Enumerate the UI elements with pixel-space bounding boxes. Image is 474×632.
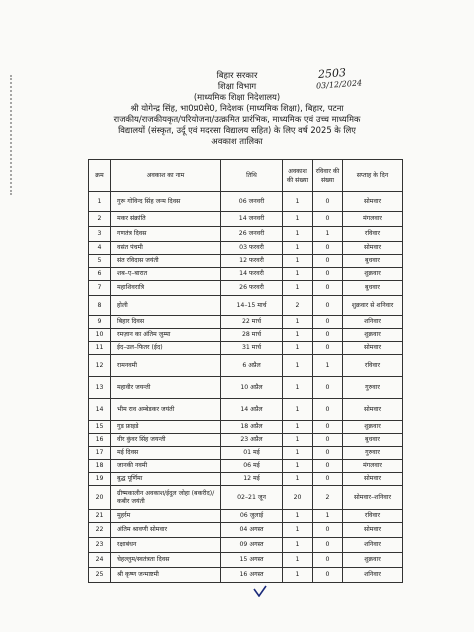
cell-sn: 17 bbox=[89, 447, 111, 460]
cell-sn: 11 bbox=[89, 342, 111, 355]
table-row bbox=[89, 377, 403, 399]
header-line-5: राजकीय/राजकीयकृत/परियोजना/उत्क्रमित प्रारंभिक, माध्यमिक एवं उच्च माध्यमिक bbox=[113, 114, 361, 124]
cell-sn: 20 bbox=[89, 486, 111, 510]
cell-date: 02–21 जून bbox=[221, 486, 283, 510]
cell-weekday: गुरुवार bbox=[343, 447, 403, 460]
cell-sn: 22 bbox=[89, 523, 111, 538]
cell-weekday: शुक्रवार bbox=[343, 329, 403, 342]
cell-sn: 7 bbox=[89, 281, 111, 296]
cell-days: 1 bbox=[283, 377, 313, 399]
cell-days: 1 bbox=[283, 329, 313, 342]
col-header-weekday: सप्ताह के दिन bbox=[343, 160, 403, 192]
cell-weekday: रविवार bbox=[343, 227, 403, 242]
cell-sn: 8 bbox=[89, 296, 111, 316]
holiday-table bbox=[88, 159, 403, 583]
cell-holiday-name: महाशिवरात्रि bbox=[111, 281, 221, 296]
cell-date: 14–15 मार्च bbox=[221, 296, 283, 316]
cell-days: 1 bbox=[283, 281, 313, 296]
cell-holiday-name: मुहर्रम bbox=[111, 510, 221, 523]
cell-date: 31 मार्च bbox=[221, 342, 283, 355]
table-row bbox=[89, 421, 403, 434]
cell-sundays: 0 bbox=[313, 538, 343, 553]
cell-sundays: 0 bbox=[313, 523, 343, 538]
cell-sundays: 0 bbox=[313, 460, 343, 473]
cell-sundays: 1 bbox=[313, 227, 343, 242]
cell-weekday: शुक्रवार bbox=[343, 268, 403, 281]
cell-sn: 6 bbox=[89, 268, 111, 281]
cell-days: 1 bbox=[283, 242, 313, 255]
cell-sundays: 0 bbox=[313, 399, 343, 421]
cell-holiday-name: बिहार दिवस bbox=[111, 316, 221, 329]
cell-weekday: बुधवार bbox=[343, 281, 403, 296]
cell-sn: 19 bbox=[89, 473, 111, 486]
table-row bbox=[89, 460, 403, 473]
col-header-date: तिथि bbox=[221, 160, 283, 192]
table-row bbox=[89, 296, 403, 316]
cell-sundays: 0 bbox=[313, 242, 343, 255]
cell-days: 1 bbox=[283, 538, 313, 553]
cell-weekday: शनिवार bbox=[343, 538, 403, 553]
cell-date: 26 फरवरी bbox=[221, 281, 283, 296]
cell-days: 1 bbox=[283, 553, 313, 568]
table-row bbox=[89, 434, 403, 447]
cell-sundays: 0 bbox=[313, 212, 343, 227]
cell-days: 1 bbox=[283, 523, 313, 538]
cell-sn: 25 bbox=[89, 568, 111, 583]
cell-weekday: शनिवार bbox=[343, 568, 403, 583]
cell-days: 1 bbox=[283, 399, 313, 421]
table-row bbox=[89, 212, 403, 227]
table-row bbox=[89, 242, 403, 255]
cell-weekday: सोमवार bbox=[343, 473, 403, 486]
cell-weekday: सोमवार bbox=[343, 342, 403, 355]
cell-holiday-name: गणतंत्र दिवस bbox=[111, 227, 221, 242]
table-row bbox=[89, 447, 403, 460]
table-row bbox=[89, 255, 403, 268]
cell-weekday: शुक्रवार से शनिवार bbox=[343, 296, 403, 316]
cell-holiday-name: ईद–उल–फितर (ईद) bbox=[111, 342, 221, 355]
cell-weekday: रविवार bbox=[343, 355, 403, 377]
cell-holiday-name: शब–ए–बारात bbox=[111, 268, 221, 281]
cell-weekday: सोमवार–शनिवार bbox=[343, 486, 403, 510]
cell-holiday-name: ग्रीष्मकालीन अवकाश/ईदुल जोहा (बकरीद)/कबीर जयंती bbox=[111, 486, 221, 510]
cell-holiday-name: गुरू गोविन्द सिंह जन्म दिवस bbox=[111, 192, 221, 212]
cell-days: 1 bbox=[283, 460, 313, 473]
table-row bbox=[89, 281, 403, 296]
table-row bbox=[89, 355, 403, 377]
cell-weekday: बुधवार bbox=[343, 255, 403, 268]
cell-holiday-name: बुद्ध पूर्णिमा bbox=[111, 473, 221, 486]
cell-date: 23 अप्रैल bbox=[221, 434, 283, 447]
col-header-sundays: रविवार की संख्या bbox=[313, 160, 343, 192]
cell-sn: 10 bbox=[89, 329, 111, 342]
cell-sn: 12 bbox=[89, 355, 111, 377]
cell-sundays: 0 bbox=[313, 342, 343, 355]
cell-sundays: 0 bbox=[313, 192, 343, 212]
header-line-3: (माध्यमिक शिक्षा निदेशालय) bbox=[193, 92, 281, 102]
cell-days: 1 bbox=[283, 227, 313, 242]
cell-date: 15 अगस्त bbox=[221, 553, 283, 568]
cell-sundays: 0 bbox=[313, 473, 343, 486]
cell-holiday-name: जानकी नवमी bbox=[111, 460, 221, 473]
cell-sn: 15 bbox=[89, 421, 111, 434]
cell-days: 1 bbox=[283, 268, 313, 281]
table-row bbox=[89, 510, 403, 523]
cell-date: 14 जनवरी bbox=[221, 212, 283, 227]
header-line-6: विद्यालयों (संस्कृत, उर्दू एवं मदरसा विद्यालय सहित) के लिए वर्ष 2025 के लिए bbox=[118, 125, 356, 135]
cell-weekday: सोमवार bbox=[343, 523, 403, 538]
cell-sn: 4 bbox=[89, 242, 111, 255]
cell-sundays: 2 bbox=[313, 486, 343, 510]
cell-sundays: 0 bbox=[313, 377, 343, 399]
cell-sn: 1 bbox=[89, 192, 111, 212]
cell-holiday-name: भीम राव अम्बेडकर जयंती bbox=[111, 399, 221, 421]
cell-sn: 2 bbox=[89, 212, 111, 227]
cell-holiday-name: रमज़ान का अंतिम जुम्मा bbox=[111, 329, 221, 342]
table-row bbox=[89, 538, 403, 553]
cell-weekday: बुधवार bbox=[343, 434, 403, 447]
col-header-name: अवकाश का नाम bbox=[111, 160, 221, 192]
table-row bbox=[89, 523, 403, 538]
cell-holiday-name: मकर संक्रांति bbox=[111, 212, 221, 227]
cell-weekday: सोमवार bbox=[343, 242, 403, 255]
cell-date: 09 अगस्त bbox=[221, 538, 283, 553]
cell-weekday: मंगलवार bbox=[343, 460, 403, 473]
table-row bbox=[89, 486, 403, 510]
cell-date: 03 फरवरी bbox=[221, 242, 283, 255]
cell-holiday-name: मई दिवस bbox=[111, 447, 221, 460]
header-line-2: शिक्षा विभाग bbox=[217, 81, 257, 91]
cell-weekday: सोमवार bbox=[343, 192, 403, 212]
cell-sundays: 0 bbox=[313, 568, 343, 583]
checkmark-icon bbox=[253, 585, 267, 597]
cell-sundays: 0 bbox=[313, 255, 343, 268]
cell-date: 6 अप्रैल bbox=[221, 355, 283, 377]
cell-days: 2 bbox=[283, 296, 313, 316]
table-row bbox=[89, 568, 403, 583]
cell-date: 14 अप्रैल bbox=[221, 399, 283, 421]
cell-holiday-name: श्री कृष्ण जन्माष्टमी bbox=[111, 568, 221, 583]
cell-sn: 18 bbox=[89, 460, 111, 473]
cell-holiday-name: अंतिम श्रावणी सोमवार bbox=[111, 523, 221, 538]
cell-weekday: गुरुवार bbox=[343, 377, 403, 399]
table-row bbox=[89, 399, 403, 421]
cell-date: 18 अप्रैल bbox=[221, 421, 283, 434]
cell-date: 16 अगस्त bbox=[221, 568, 283, 583]
cell-sundays: 0 bbox=[313, 434, 343, 447]
document-header bbox=[0, 70, 474, 147]
cell-days: 1 bbox=[283, 355, 313, 377]
cell-days: 1 bbox=[283, 342, 313, 355]
cell-sundays: 0 bbox=[313, 296, 343, 316]
cell-date: 06 जनवरी bbox=[221, 192, 283, 212]
cell-sn: 16 bbox=[89, 434, 111, 447]
cell-days: 20 bbox=[283, 486, 313, 510]
cell-sn: 21 bbox=[89, 510, 111, 523]
cell-sundays: 0 bbox=[313, 268, 343, 281]
header-line-4: श्री योगेन्द्र सिंह, भा0प्र0से0, निदेशक (माध्यमिक शिक्षा), बिहार, पटना bbox=[130, 103, 344, 113]
cell-holiday-name: वसंत पंचमी bbox=[111, 242, 221, 255]
cell-holiday-name: रक्षाबंधन bbox=[111, 538, 221, 553]
table-row bbox=[89, 553, 403, 568]
cell-sundays: 0 bbox=[313, 316, 343, 329]
cell-date: 12 मई bbox=[221, 473, 283, 486]
cell-sn: 13 bbox=[89, 377, 111, 399]
table-row bbox=[89, 227, 403, 242]
cell-date: 14 फरवरी bbox=[221, 268, 283, 281]
cell-sundays: 0 bbox=[313, 553, 343, 568]
cell-date: 10 अप्रैल bbox=[221, 377, 283, 399]
cell-weekday: मंगलवार bbox=[343, 212, 403, 227]
cell-days: 1 bbox=[283, 316, 313, 329]
cell-holiday-name: चेहल्लुम/स्वतंत्रता दिवस bbox=[111, 553, 221, 568]
cell-sundays: 0 bbox=[313, 421, 343, 434]
cell-holiday-name: महावीर जयन्ती bbox=[111, 377, 221, 399]
cell-date: 04 अगस्त bbox=[221, 523, 283, 538]
cell-days: 1 bbox=[283, 510, 313, 523]
cell-date: 01 मई bbox=[221, 447, 283, 460]
cell-days: 1 bbox=[283, 568, 313, 583]
col-header-days: अवकाश की संख्या bbox=[283, 160, 313, 192]
cell-holiday-name: संत रविदास जयंती bbox=[111, 255, 221, 268]
cell-sn: 5 bbox=[89, 255, 111, 268]
cell-days: 1 bbox=[283, 447, 313, 460]
cell-sn: 9 bbox=[89, 316, 111, 329]
cell-weekday: शनिवार bbox=[343, 316, 403, 329]
cell-date: 26 जनवरी bbox=[221, 227, 283, 242]
cell-weekday: रविवार bbox=[343, 510, 403, 523]
table-row bbox=[89, 316, 403, 329]
cell-weekday: शुक्रवार bbox=[343, 421, 403, 434]
cell-days: 1 bbox=[283, 421, 313, 434]
header-line-7: अवकाश तालिका bbox=[211, 136, 263, 146]
cell-sundays: 1 bbox=[313, 355, 343, 377]
ref-date: 03/12/2024 bbox=[315, 78, 363, 91]
cell-date: 06 जुलाई bbox=[221, 510, 283, 523]
cell-sn: 3 bbox=[89, 227, 111, 242]
cell-sundays: 0 bbox=[313, 329, 343, 342]
table-row bbox=[89, 342, 403, 355]
cell-days: 1 bbox=[283, 192, 313, 212]
table-row bbox=[89, 473, 403, 486]
cell-date: 28 मार्च bbox=[221, 329, 283, 342]
cell-weekday: सोमवार bbox=[343, 399, 403, 421]
cell-sn: 14 bbox=[89, 399, 111, 421]
cell-holiday-name: होली bbox=[111, 296, 221, 316]
cell-holiday-name: गुड फ्राइडे bbox=[111, 421, 221, 434]
col-header-sn: क्रम bbox=[89, 160, 111, 192]
cell-days: 1 bbox=[283, 473, 313, 486]
table-row bbox=[89, 268, 403, 281]
header-line-1: बिहार सरकार bbox=[216, 70, 258, 80]
cell-holiday-name: वीर कुंवर सिंह जयन्ती bbox=[111, 434, 221, 447]
cell-weekday: शुक्रवार bbox=[343, 553, 403, 568]
cell-days: 1 bbox=[283, 255, 313, 268]
ref-number: 2503 bbox=[317, 66, 347, 81]
cell-sundays: 1 bbox=[313, 510, 343, 523]
cell-sundays: 0 bbox=[313, 281, 343, 296]
cell-date: 12 फरवरी bbox=[221, 255, 283, 268]
cell-sn: 24 bbox=[89, 553, 111, 568]
cell-sn: 23 bbox=[89, 538, 111, 553]
cell-holiday-name: रामनवमी bbox=[111, 355, 221, 377]
cell-sundays: 0 bbox=[313, 447, 343, 460]
cell-days: 1 bbox=[283, 434, 313, 447]
cell-days: 1 bbox=[283, 212, 313, 227]
table-row bbox=[89, 329, 403, 342]
cell-date: 06 मई bbox=[221, 460, 283, 473]
table-row bbox=[89, 192, 403, 212]
cell-date: 22 मार्च bbox=[221, 316, 283, 329]
